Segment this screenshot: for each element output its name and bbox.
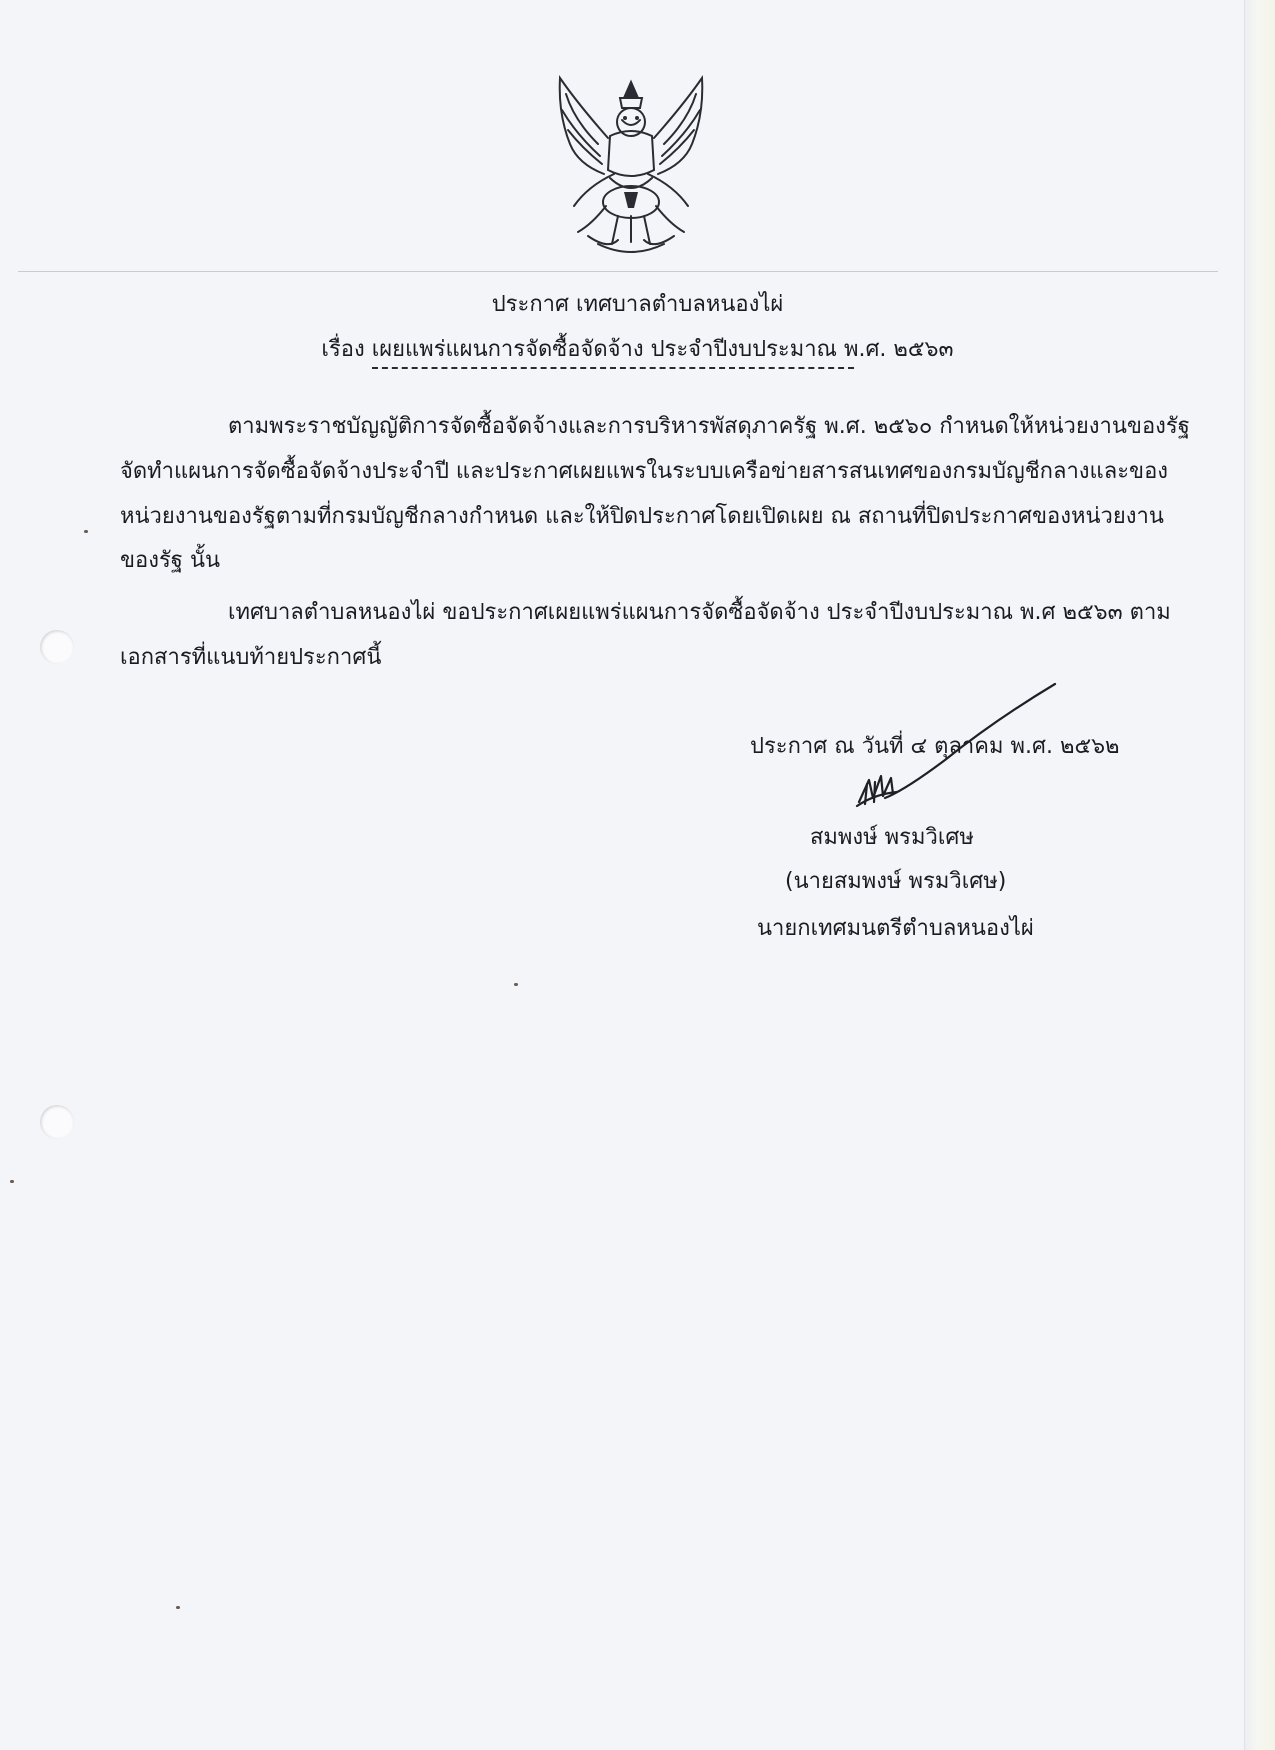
scan-speck — [10, 1180, 14, 1183]
subject-dashed-underline — [372, 367, 854, 369]
signatory-full-name: (นายสมพงษ์ พรมวิเศษ) — [785, 869, 1007, 894]
signatory-position: นายกเทศมนตรีตำบลหนองไผ่ — [757, 916, 1034, 941]
paragraph1-line: จัดทำแผนการจัดซื้อจัดจ้างประจำปี และประกาศเผยแพรในระบบเครือข่ายสารสนเทศของกรมบัญชีกลางและของ — [120, 459, 1169, 484]
scan-speck — [84, 530, 88, 533]
paragraph2-line: เอกสารที่แนบท้ายประกาศนี้ — [120, 645, 382, 670]
punch-hole — [40, 1105, 74, 1139]
paragraph1-line: หน่วยงานของรัฐตามที่กรมบัญชีกลางกำหนด และให้ปิดประกาศโดยเปิดเผย ณ สถานที่ปิดประกาศของหน่วยงาน — [120, 504, 1164, 529]
scan-speck — [176, 1606, 180, 1609]
paragraph1-line: ของรัฐ นั้น — [120, 548, 221, 573]
header-rule — [18, 271, 1218, 272]
announcement-subject: เรื่อง เผยแพร่แผนการจัดซื้อจัดจ้าง ประจำปีงบประมาณ พ.ศ. ๒๕๖๓ — [321, 337, 954, 362]
paragraph1-line: ตามพระราชบัญญัติการจัดซื้อจัดจ้างและการบริหารพัสดุภาครัฐ พ.ศ. ๒๕๖๐ กำหนดให้หน่วยงานของรัฐ — [228, 414, 1190, 439]
scan-speck — [514, 983, 518, 986]
handwritten-signature-icon — [845, 680, 1070, 815]
garuda-emblem-icon — [548, 74, 714, 256]
paragraph2-line: เทศบาลตำบลหนองไผ่ ขอประกาศเผยแพร่แผนการจัดซื้อจัดจ้าง ประจำปีงบประมาณ พ.ศ ๒๕๖๓ ตาม — [228, 600, 1171, 625]
scan-edge-strip — [1245, 0, 1275, 1750]
announcement-date: ประกาศ ณ วันที่ ๔ ตุลาคม พ.ศ. ๒๕๖๒ — [750, 734, 1120, 759]
signatory-name: สมพงษ์ พรมวิเศษ — [810, 825, 974, 850]
announcement-title: ประกาศ เทศบาลตำบลหนองไผ่ — [491, 292, 784, 317]
punch-hole — [40, 630, 74, 664]
